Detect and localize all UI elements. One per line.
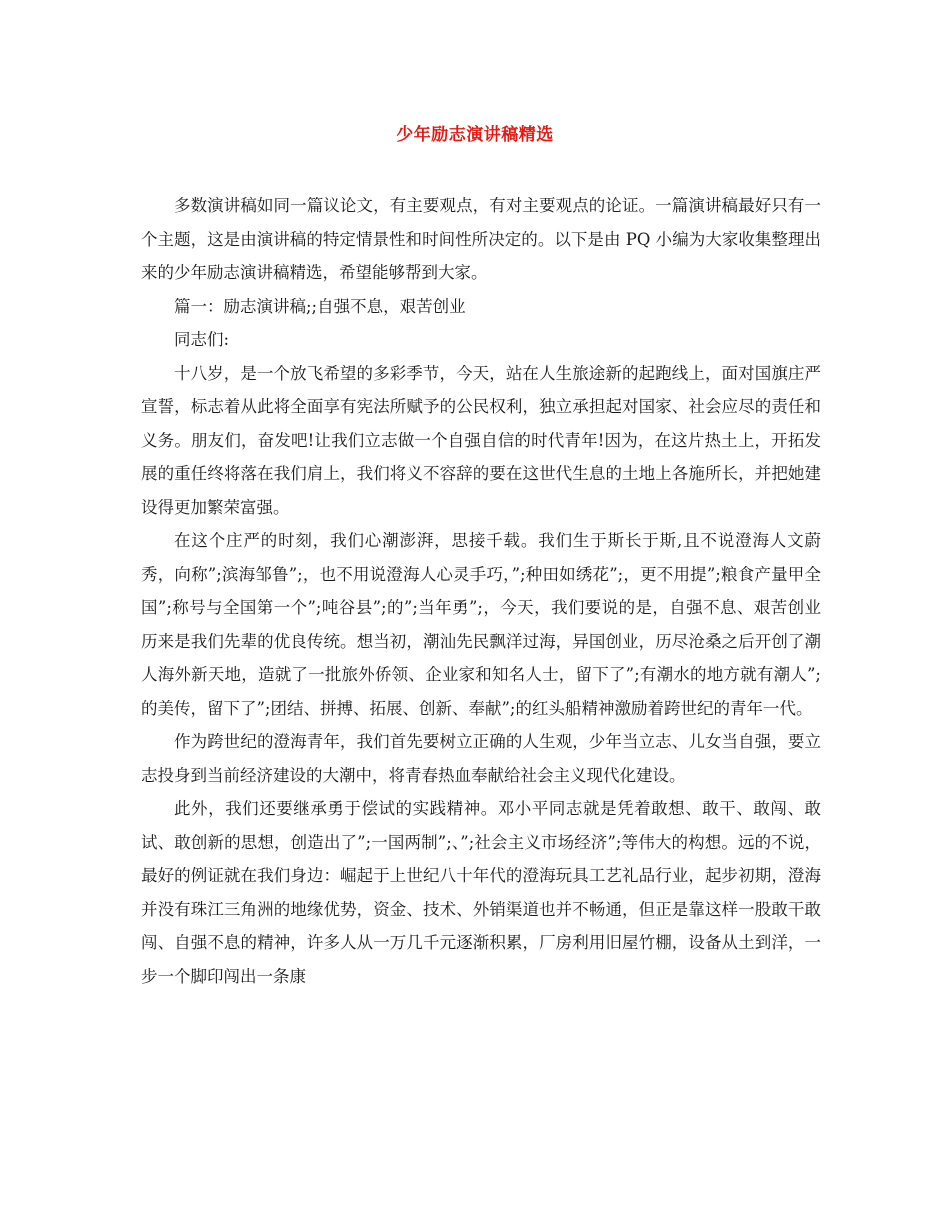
document-title: 少年励志演讲稿精选 (396, 125, 554, 145)
paragraph-practice-spirit: 此外，我们还要继承勇于偿试的实践精神。邓小平同志就是凭着敢想、敢干、敢闯、敢试、敢创新的思想，创造出了”;一国两制”;、”;社会主义市场经济”;等伟大的构想。远的不说，最好的例证就在我们身边：崛起于上世纪八十年代的澄海玩具工艺礼品行业，起步初期，澄海并没有珠江三角洲的地缘优势，资金、技术、外销渠道也并不畅通，但正是靠这样一股敢干敢闯、自强不息的精神，许多人从一万几千元逐渐积累，厂房利用旧屋竹棚，设备从土到洋，一步一个脚印闯出一条康 (141, 799, 821, 986)
paragraph-solemn-moment: 在这个庄严的时刻，我们心潮澎湃，思接千载。我们生于斯长于斯,且不说澄海人文蔚秀，向称”;滨海邹鲁”;，也不用说澄海人心灵手巧，”;种田如绣花”;，更不用提”;粮食产量甲全国”;称号与全国第一个”;吨谷县”;的”;当年勇”;，今天，我们要说的是，自强不息、艰苦创业历来是我们先辈的优良传统。想当初，潮汕先民飘洋过海，异国创业，历尽沧桑之后开创了潮人海外新天地，造就了一批旅外侨领、企业家和知名人士，留下了”;有潮水的地方就有潮人”;的美传，留下了”;团结、拼搏、拓展、创新、奉献”;的红头船精神激励着跨世纪的青年一代。 (141, 531, 821, 718)
paragraph-section-heading: 篇一：励志演讲稿;;自强不息，艰苦创业 (174, 296, 466, 316)
paragraph-salutation: 同志们: (174, 330, 230, 349)
paragraph-youth: 作为跨世纪的澄海青年，我们首先要树立正确的人生观，少年当立志、儿女当自强，要立志投身到当前经济建设的大潮中，将青春热血奉献给社会主义现代化建设。 (141, 732, 821, 785)
paragraph-intro: 多数演讲稿如同一篇议论文，有主要观点，有对主要观点的论证。一篇演讲稿最好只有一个主题，这是由演讲稿的特定情景性和时间性所决定的。以下是由 PQ 小编为大家收集整理出来的少年励志演讲稿精选，希望能够帮到大家。 (141, 196, 821, 282)
document-body (141, 189, 821, 993)
paragraph-eighteen: 十八岁，是一个放飞希望的多彩季节，今天，站在人生旅途新的起跑线上，面对国旗庄严宣誓，标志着从此将全面享有宪法所赋予的公民权利，独立承担起对国家、社会应尽的责任和义务。朋友们，奋发吧!让我们立志做一个自强自信的时代青年!因为，在这片热土上，开拓发展的重任终将落在我们肩上，我们将义不容辞的要在这世代生息的土地上各施所长，并把她建设得更加繁荣富强。 (141, 363, 821, 517)
